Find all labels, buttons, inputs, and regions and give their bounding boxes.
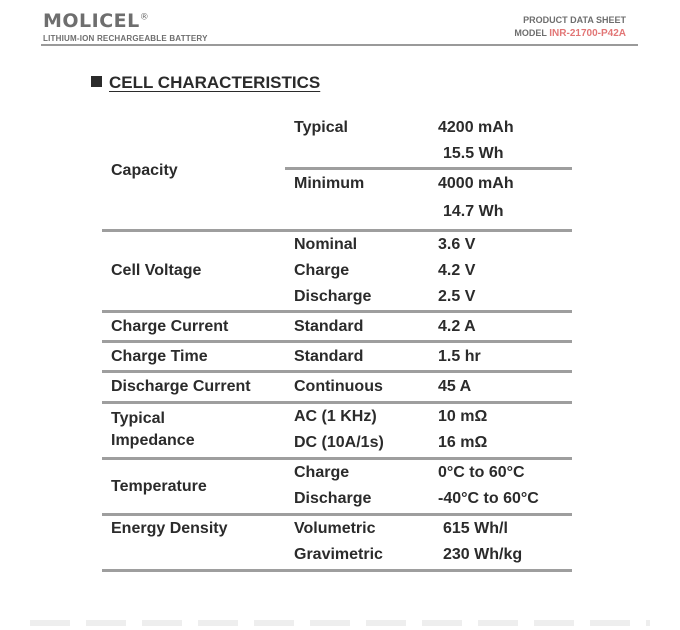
temperature-discharge-value: -40°C to 60°C — [438, 490, 539, 507]
energy-gravimetric-label: Gravimetric — [294, 546, 383, 563]
temperature-label: Temperature — [111, 478, 207, 495]
charge-current-value: 4.2 A — [438, 318, 476, 335]
faded-footer-text — [30, 620, 650, 626]
voltage-discharge-value: 2.5 V — [438, 288, 476, 305]
row-divider — [102, 457, 572, 460]
temperature-charge-label: Charge — [294, 464, 350, 481]
capacity-label: Capacity — [111, 162, 178, 179]
brand-name: MOLICEL — [43, 10, 140, 32]
impedance-dc-value: 16 mΩ — [438, 434, 488, 451]
registered-mark: ® — [139, 12, 150, 23]
impedance-label-line1: Typical — [111, 410, 165, 427]
energy-density-label: Energy Density — [111, 520, 228, 537]
temperature-discharge-label: Discharge — [294, 490, 372, 507]
capacity-minimum-wh: 14.7 Wh — [443, 203, 504, 220]
cell-voltage-label: Cell Voltage — [111, 262, 202, 279]
row-divider — [102, 340, 572, 343]
model-value: INR-21700-P42A — [549, 28, 626, 39]
section-title-text: CELL CHARACTERISTICS — [109, 73, 321, 92]
energy-volumetric-label: Volumetric — [294, 520, 376, 537]
discharge-current-label: Discharge Current — [111, 378, 251, 395]
impedance-dc-label: DC (10A/1s) — [294, 434, 384, 451]
row-divider — [102, 401, 572, 404]
impedance-ac-value: 10 mΩ — [438, 408, 488, 425]
row-divider — [102, 229, 572, 232]
voltage-nominal-label: Nominal — [294, 236, 358, 253]
model-label: MODEL — [514, 28, 547, 38]
charge-time-condition: Standard — [294, 348, 364, 365]
capacity-minimum-mah: 4000 mAh — [438, 175, 514, 192]
brand-subtitle: LITHIUM-ION RECHARGEABLE BATTERY — [43, 34, 208, 43]
discharge-current-condition: Continuous — [294, 378, 383, 395]
discharge-current-value: 45 A — [438, 378, 472, 395]
impedance-ac-label: AC (1 KHz) — [294, 408, 377, 425]
voltage-charge-value: 4.2 V — [438, 262, 476, 279]
table-bottom-rule — [102, 569, 572, 572]
energy-gravimetric-value: 230 Wh/kg — [443, 546, 523, 563]
row-divider — [102, 370, 572, 373]
temperature-charge-value: 0°C to 60°C — [438, 464, 525, 481]
charge-time-label: Charge Time — [111, 348, 208, 365]
row-divider — [102, 513, 572, 516]
voltage-charge-label: Charge — [294, 262, 350, 279]
voltage-discharge-label: Discharge — [294, 288, 372, 305]
row-divider — [285, 167, 572, 170]
energy-volumetric-value: 615 Wh/l — [443, 520, 508, 537]
charge-current-condition: Standard — [294, 318, 364, 335]
capacity-typical-wh: 15.5 Wh — [443, 145, 504, 162]
capacity-typical-label: Typical — [294, 119, 348, 136]
charge-current-label: Charge Current — [111, 318, 229, 335]
row-divider — [102, 310, 572, 313]
impedance-label-line2: Impedance — [111, 432, 195, 449]
document-type: PRODUCT DATA SHEET — [523, 15, 626, 25]
capacity-typical-mah: 4200 mAh — [438, 119, 514, 136]
capacity-minimum-label: Minimum — [294, 175, 365, 192]
charge-time-value: 1.5 hr — [438, 348, 481, 365]
voltage-nominal-value: 3.6 V — [438, 236, 476, 253]
